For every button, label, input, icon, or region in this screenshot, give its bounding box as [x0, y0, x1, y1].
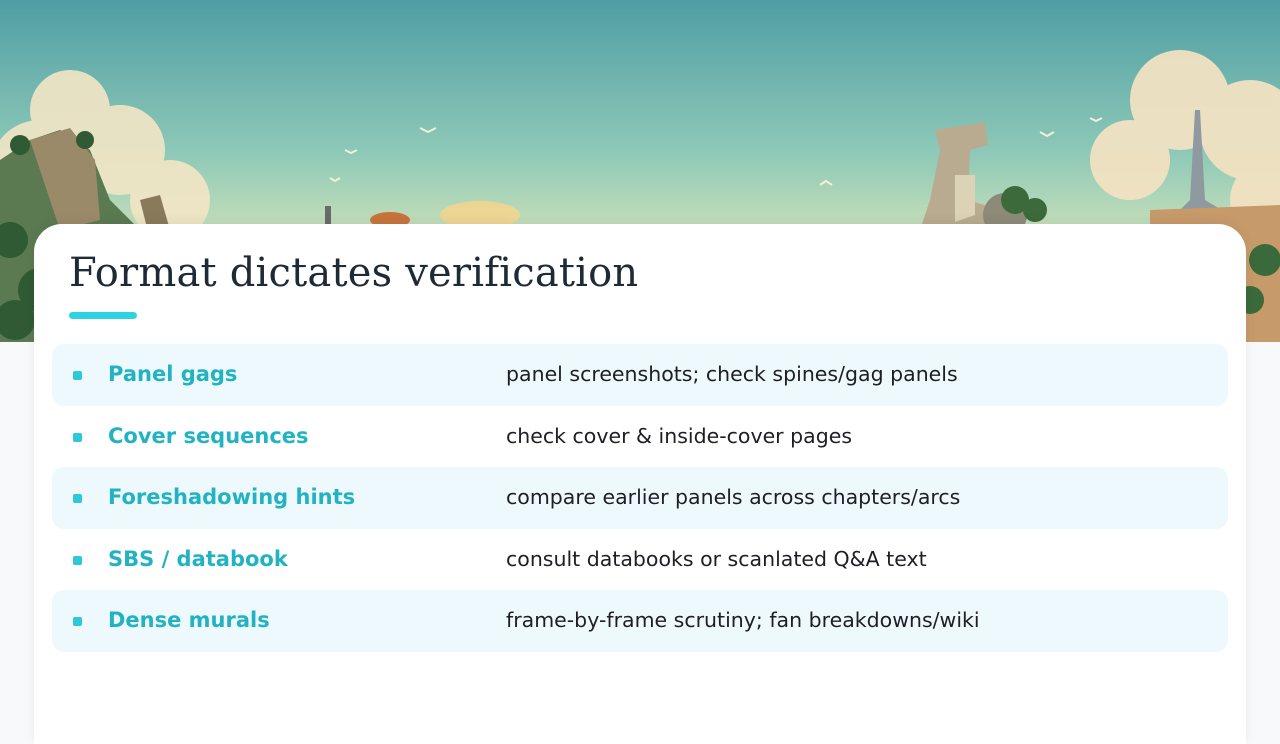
list-item: [52, 344, 1228, 406]
item-label: Foreshadowing hints: [108, 485, 356, 509]
item-description: compare earlier panels across chapters/arcs: [506, 485, 961, 509]
bullet-icon: [73, 433, 82, 442]
bullet-icon: [73, 371, 82, 380]
item-description: consult databooks or scanlated Q&A text: [506, 546, 927, 571]
item-label: Panel gags: [108, 362, 238, 386]
list-item: [52, 590, 1228, 652]
list-item: [52, 406, 1228, 468]
bullet-icon: [73, 556, 82, 565]
item-description: check cover & inside-cover pages: [506, 423, 853, 448]
item-label: Cover sequences: [108, 423, 309, 448]
list-item: [52, 529, 1228, 591]
title-accent-bar: [69, 312, 137, 319]
slide-title: Format dictates verification: [69, 250, 639, 296]
item-list: [52, 344, 1228, 652]
item-description: panel screenshots; check spines/gag panels: [506, 362, 958, 386]
content-card: [34, 224, 1246, 744]
bullet-icon: [73, 617, 82, 626]
item-label: SBS / databook: [108, 546, 288, 571]
bullet-icon: [73, 494, 82, 503]
item-label: Dense murals: [108, 608, 270, 632]
item-description: frame-by-frame scrutiny; fan breakdowns/wiki: [506, 608, 980, 632]
list-item: [52, 467, 1228, 529]
